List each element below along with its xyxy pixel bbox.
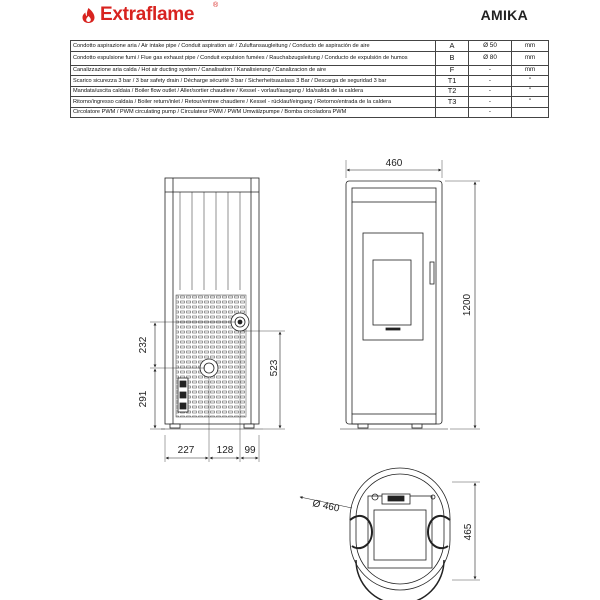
top-outline	[350, 468, 450, 590]
row-description: Condotto aspirazione aria / Air intake pipe / Conduit aspiration air / Zuluftansaugleitung / Conducto de aspiración de aire	[71, 41, 436, 52]
dim-227: 227	[177, 445, 195, 456]
row-code: T1	[436, 76, 469, 87]
row-description: Scarico sicurezza 3 bar / 3 bar safety drain / Décharge sécurité 3 bar / Sicherheitsauslass 3 Bar / Descarga de seguridad 3 bar	[71, 76, 436, 87]
dim-523: 523	[269, 359, 280, 377]
top-view	[300, 468, 480, 600]
row-unit: "	[512, 86, 549, 97]
row-description: Mandata/uscita caldaia / Boiler flow outlet / Aller/sortier chaudiere / Kessel - vorlauf/ausgang / Ida/salida de la caldera	[71, 86, 436, 97]
row-unit: mm	[512, 51, 549, 65]
registered-mark: ®	[213, 2, 219, 9]
row-unit: mm	[512, 65, 549, 76]
front-view	[150, 178, 285, 462]
top-panel	[352, 188, 436, 202]
row-code: B	[436, 51, 469, 65]
side-body-outline	[346, 181, 442, 424]
row-unit: "	[512, 76, 549, 87]
row-code: T3	[436, 97, 469, 108]
dim-diameter-460: Ø 460	[311, 498, 341, 515]
glass-window	[373, 260, 411, 325]
row-unit: mm	[512, 41, 549, 52]
dim-460: 460	[385, 158, 403, 169]
model-name: AMIKA	[480, 7, 528, 23]
row-value: -	[469, 65, 512, 76]
row-value: -	[469, 97, 512, 108]
side-view	[340, 160, 480, 429]
dim-99: 99	[244, 445, 256, 456]
dim-232: 232	[138, 336, 149, 354]
row-value: Ø 80	[469, 51, 512, 65]
row-description: Condotto espulsione fumi / Flue gas exhaust pipe / Conduit expulsion fumées / Rauchabzugsleitung / Conducto de expulsión de humos	[71, 51, 436, 65]
door-handle	[430, 262, 434, 284]
row-description: Ritorno/ingresso caldaia / Boiler return/inlet / Retour/entree chaudiere / Kessel - rücklauf/eingang / Retorno/entrada de la caldera	[71, 97, 436, 108]
row-unit: "	[512, 97, 549, 108]
row-value: Ø 50	[469, 41, 512, 52]
door-frame	[363, 233, 423, 340]
row-value: -	[469, 86, 512, 97]
row-code: F	[436, 65, 469, 76]
row-code: T2	[436, 86, 469, 97]
dim-291: 291	[138, 390, 149, 408]
row-description: Canalizzazione aria calda / Hot air ducting system / Canalisation / Kanalisierung / Canalizacion de aire	[71, 65, 436, 76]
dim-128: 128	[216, 445, 234, 456]
row-description: Circolatore PWM / PWM circulating pump / Circulateur PWM / PWM Umwälzpumpe / Bomba circoladora PWM	[71, 107, 436, 118]
row-code: A	[436, 41, 469, 52]
brand-name: Extraflame	[100, 4, 195, 25]
dim-1200: 1200	[462, 293, 473, 317]
dim-465: 465	[463, 523, 474, 541]
row-value: -	[469, 107, 512, 118]
row-value: -	[469, 76, 512, 87]
